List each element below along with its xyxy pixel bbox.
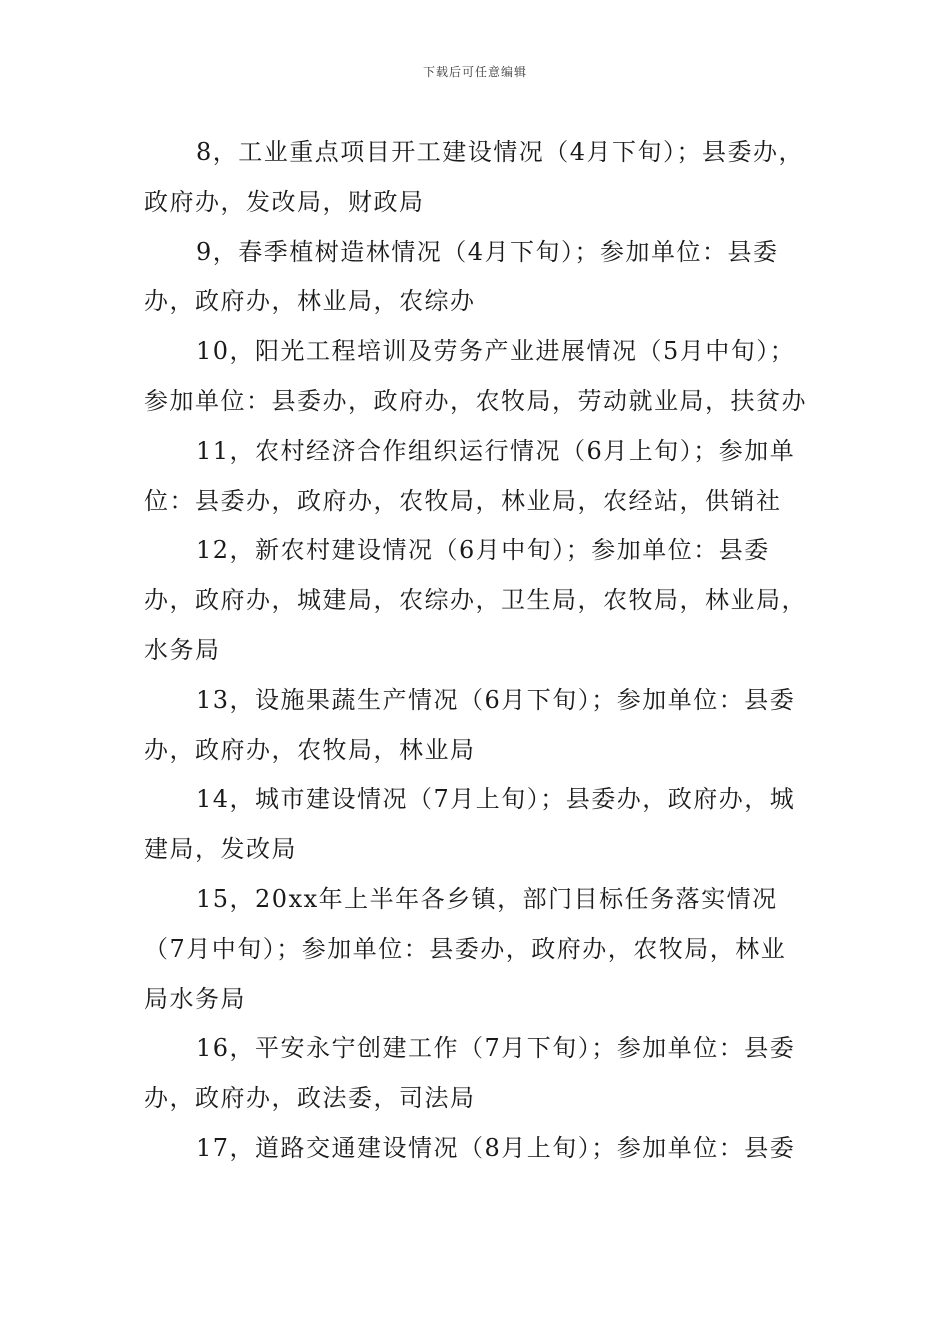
list-item: 15，20xx年上半年各乡镇，部门目标任务落实情况（7月中旬）；参加单位：县委办，政府办，农牧局，林业局水务局: [144, 884, 787, 1013]
document-body: [144, 128, 809, 1174]
list-item: 10，阳光工程培训及劳务产业进展情况（5月中旬）；参加单位：县委办，政府办，农牧局，劳动就业局，扶贫办: [144, 337, 807, 415]
list-item: 11，农村经济合作组织运行情况（6月上旬）；参加单位：县委办，政府办，农牧局，林业局，农经站，供销社: [144, 436, 796, 515]
page-header: 下载后可任意编辑: [422, 65, 527, 79]
list-item: 12，新农村建设情况（6月中旬）；参加单位：县委办，政府办，城建局，农综办，卫生局，农牧局，林业局，水务局: [144, 536, 807, 664]
list-item: 8，工业重点项目开工建设情况（4月下旬）；县委办，政府办，发改局，财政局: [144, 138, 805, 216]
list-item: 14，城市建设情况（7月上旬）；县委办，政府办，城建局，发改局: [144, 785, 796, 864]
list-item: 9，春季植树造林情况（4月下旬）；参加单位：县委办，政府办，林业局，农综办: [144, 237, 779, 316]
list-item: 16，平安永宁创建工作（7月下旬）；参加单位：县委办，政府办，政法委，司法局: [144, 1034, 796, 1113]
list-item: 13，设施果蔬生产情况（6月下旬）；参加单位：县委办，政府办，农牧局，林业局: [144, 685, 796, 764]
list-item: 17，道路交通建设情况（8月上旬）；参加单位：县委: [196, 1133, 796, 1162]
